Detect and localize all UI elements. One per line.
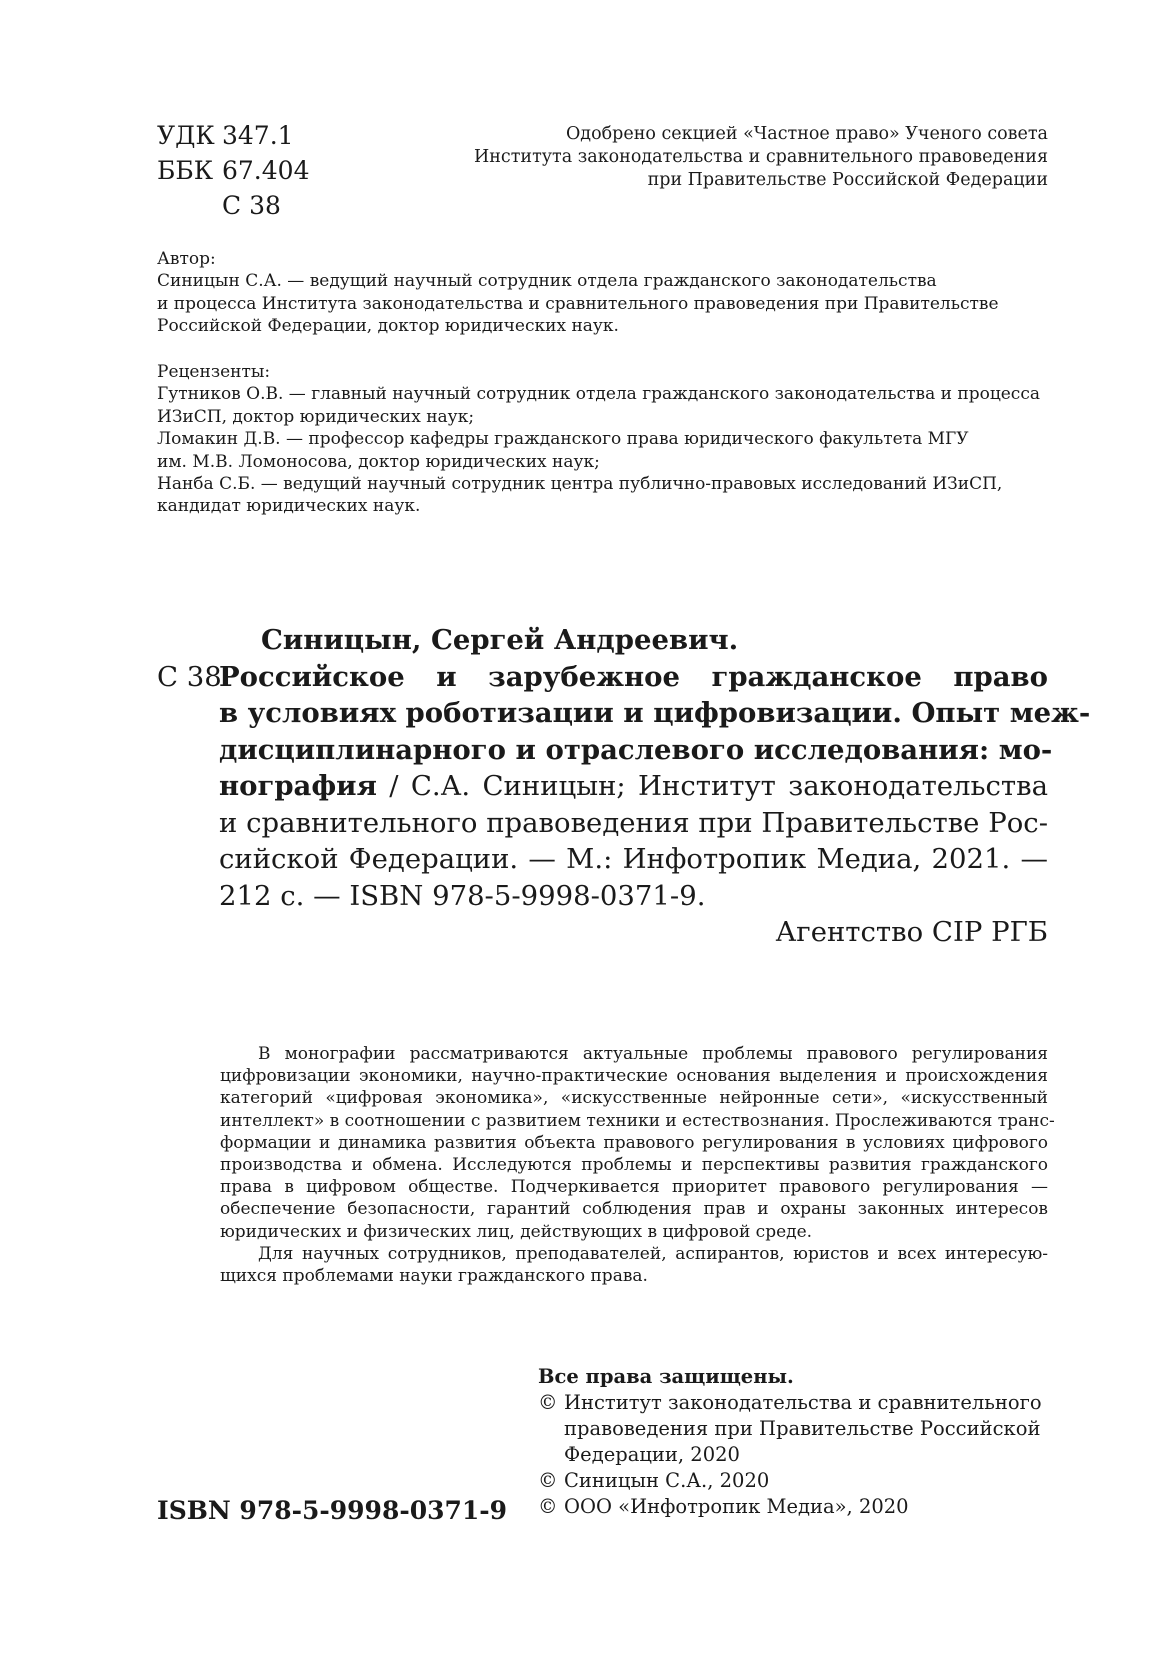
annotation-line: интеллект» в соотношении с развитием техники и естествознания. Прослеживаются транс- <box>220 1110 1055 1131</box>
biblio-publisher-line: и сравнительного правоведения при Правительстве Рос- <box>219 806 1048 839</box>
annotation-line: формации и динамика развития объекта правового регулирования в условиях цифрового <box>220 1132 1048 1153</box>
author-sign-row <box>157 188 309 223</box>
bbk-row <box>157 153 309 188</box>
reviewer-line: им. М.В. Ломоносова, доктор юридических наук; <box>157 451 600 472</box>
copyright-block <box>538 1364 1058 1520</box>
biblio-isbn-line: 212 с. — ISBN 978-5-9998-0371-9. <box>219 879 706 912</box>
annotation-line: обеспечение безопасности, гарантий соблюдения прав и охраны законных интересов <box>220 1199 1048 1220</box>
annotation-line: юридических и физических лиц, действующих в цифровой среде. <box>220 1221 813 1242</box>
reviewer-line: Нанба С.Б. — ведущий научный сотрудник центра публично-правовых исследований ИЗиСП, <box>157 474 1003 495</box>
annotation-line: права в цифровом обществе. Подчеркивается приоритет правового регулирования — <box>220 1177 1048 1198</box>
author-line: и процесса Института законодательства и сравнительного правоведения при Правительстве <box>157 293 999 314</box>
copyright-icon: © <box>538 1391 558 1414</box>
approval-line: Одобрено секцией «Частное право» Ученого совета <box>565 124 1048 144</box>
copyright-icon: © <box>538 1469 558 1492</box>
cip-agency: Агентство CIP РГБ <box>775 916 1048 948</box>
udk-label: УДК <box>157 121 215 150</box>
copyright-holder-publisher <box>538 1494 1058 1520</box>
isbn: ISBN 978-5-9998-0371-9 <box>157 1496 508 1525</box>
classification-codes <box>157 118 309 223</box>
annotation-line: производства и обмена. Исследуются проблемы и перспективы развития гражданского <box>220 1155 1048 1176</box>
annotation <box>220 1043 1055 1287</box>
annotation-line: цифровизации экономики, научно-практические основания выделения и происхождения <box>220 1066 1048 1087</box>
biblio-title-end: нография <box>219 770 377 802</box>
reviewers-heading: Рецензенты: <box>157 362 271 382</box>
copyright-line: Синицын С.А., 2020 <box>564 1469 770 1492</box>
biblio-entry <box>157 659 1091 915</box>
biblio-responsibility: / С.А. Синицын; Институт законодательства <box>376 770 1048 802</box>
copyright-line: ООО «Инфотропик Медиа», 2020 <box>564 1495 909 1518</box>
approval-line: при Правительстве Российской Федерации <box>647 170 1048 190</box>
biblio-title-line <box>219 768 1048 805</box>
annotation-line: щихся проблемами науки гражданского права. <box>220 1266 648 1287</box>
biblio-publisher-line: сийской Федерации. — М.: Инфотропик Медиа, 2021. — <box>219 843 1048 875</box>
udk-row <box>157 118 309 153</box>
author-line: Синицын С.А. — ведущий научный сотрудник отдела гражданского законодательства <box>157 271 937 292</box>
annotation-line: Для научных сотрудников, преподавателей, аспирантов, юристов и всех интересую- <box>258 1243 1048 1264</box>
author-line: Российской Федерации, доктор юридических наук. <box>157 316 619 337</box>
rights-title: Все права защищены. <box>538 1365 794 1388</box>
author-heading: Автор: <box>157 249 216 269</box>
author-sign: С 38 <box>222 191 281 220</box>
biblio-code: С 38 <box>157 660 222 693</box>
copyright-holder-institute <box>538 1390 1058 1468</box>
reviewer-line: кандидат юридических наук. <box>157 496 421 517</box>
copyright-line: Федерации, 2020 <box>564 1443 740 1466</box>
author-info <box>157 248 1057 338</box>
biblio-author: Синицын, Сергей Андреевич. <box>261 624 739 656</box>
reviewer-line: Гутников О.В. — главный научный сотрудник отдела гражданского законодательства и процесса <box>157 384 1040 405</box>
approval-note <box>420 123 1048 192</box>
biblio-title-line: Российское и зарубежное гражданское право <box>219 660 1048 693</box>
copyright-icon: © <box>538 1495 558 1518</box>
approval-line: Института законодательства и сравнительного правоведения <box>474 147 1048 167</box>
copyright-line: Институт законодательства и сравнительного <box>564 1391 1042 1414</box>
copyright-line: правоведения при Правительстве Российской <box>564 1417 1041 1440</box>
reviewers <box>157 361 1057 518</box>
reviewer-line: ИЗиСП, доктор юридических наук; <box>157 406 475 427</box>
annotation-line: категорий «цифровая экономика», «искусственные нейронные сети», «искусственный <box>220 1088 1048 1109</box>
reviewer-line: Ломакин Д.В. — профессор кафедры гражданского права юридического факультета МГУ <box>157 429 969 450</box>
bibliographic-record <box>157 622 1091 951</box>
bbk-label: ББК <box>157 156 214 185</box>
biblio-title-line: дисциплинарного и отраслевого исследования: мо- <box>219 733 1053 766</box>
annotation-line: В монографии рассматриваются актуальные проблемы правового регулирования <box>258 1044 1048 1064</box>
copyright-holder-author <box>538 1468 1058 1494</box>
biblio-title-line: в условиях роботизации и цифровизации. Опыт меж- <box>219 697 1091 729</box>
bbk-value: 67.404 <box>222 156 310 185</box>
udk-value: 347.1 <box>222 121 294 150</box>
